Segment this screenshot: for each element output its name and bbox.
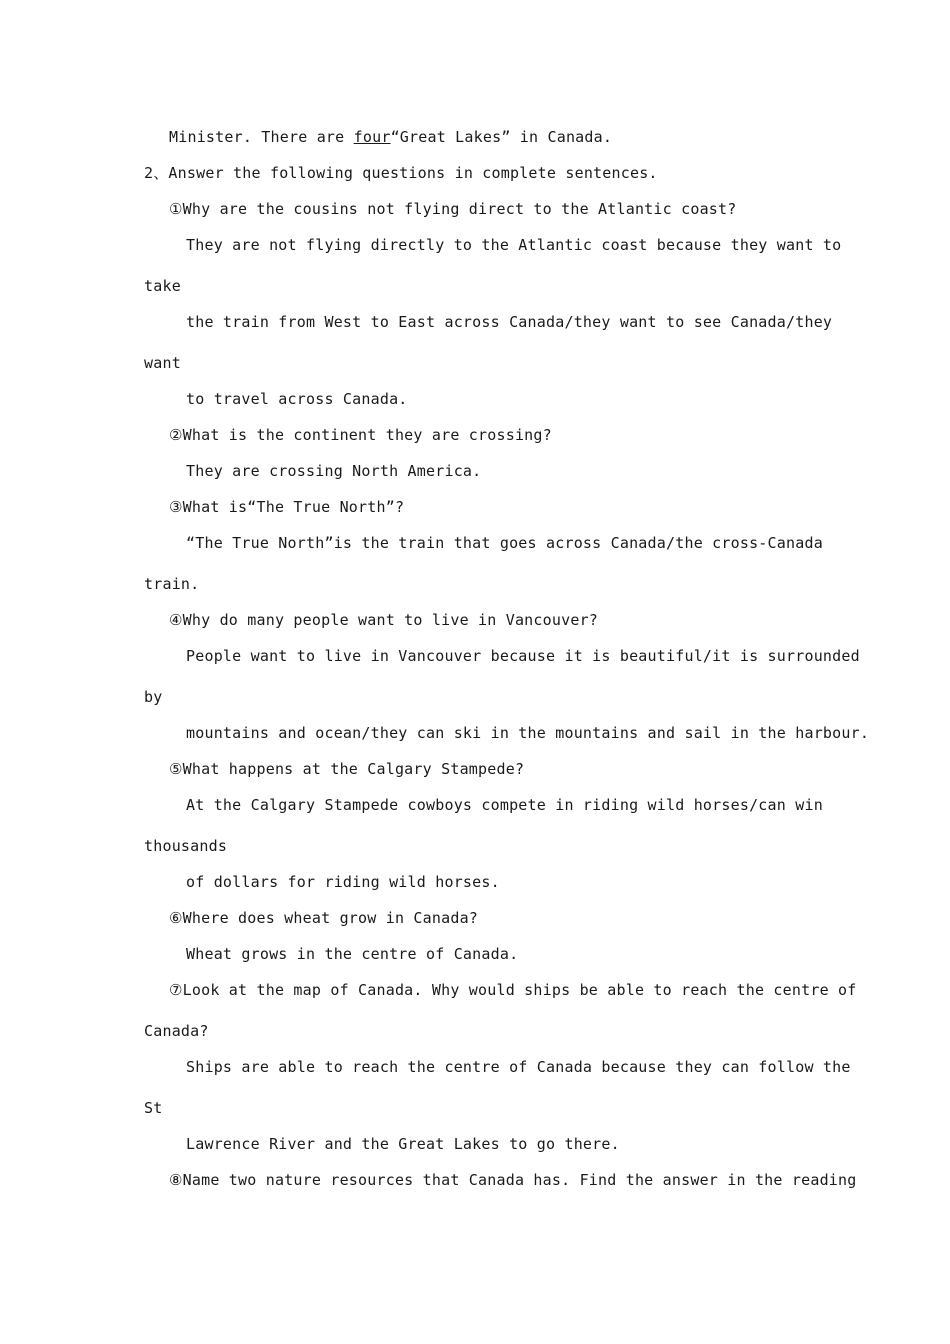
text-span: “Great Lakes” in Canada. bbox=[390, 128, 613, 146]
underlined-word: four bbox=[353, 128, 391, 146]
question-3: ③What is“The True North”? bbox=[169, 498, 405, 516]
answer-line: Wheat grows in the centre of Canada. bbox=[186, 945, 519, 963]
section-heading: 2、Answer the following questions in complete sentences. bbox=[144, 164, 658, 182]
answer-line: of dollars for riding wild horses. bbox=[186, 873, 500, 891]
answer-line: the train from West to East across Canada/they want to see Canada/they bbox=[186, 313, 833, 331]
question-5: ⑤What happens at the Calgary Stampede? bbox=[169, 760, 525, 778]
answer-line: Lawrence River and the Great Lakes to go there. bbox=[186, 1135, 620, 1153]
answer-line: thousands bbox=[144, 837, 228, 855]
answer-line: to travel across Canada. bbox=[186, 390, 408, 408]
answer-line: train. bbox=[144, 575, 200, 593]
answer-line: “The True North”is the train that goes across Canada/the cross-Canada bbox=[186, 534, 823, 552]
answer-line: At the Calgary Stampede cowboys compete in riding wild horses/can win bbox=[186, 796, 823, 814]
question-1: ①Why are the cousins not flying direct to the Atlantic coast? bbox=[169, 200, 737, 218]
answer-line: They are crossing North America. bbox=[186, 462, 482, 480]
answer-line: take bbox=[144, 277, 181, 295]
question-6: ⑥Where does wheat grow in Canada? bbox=[169, 909, 479, 927]
answer-line: mountains and ocean/they can ski in the mountains and sail in the harbour. bbox=[186, 724, 870, 742]
answer-line: by bbox=[144, 688, 163, 706]
question-line: Canada? bbox=[144, 1022, 209, 1040]
question-7: ⑦Look at the map of Canada. Why would ships be able to reach the centre of bbox=[169, 981, 857, 999]
answer-line: St bbox=[144, 1099, 163, 1117]
question-4: ④Why do many people want to live in Vancouver? bbox=[169, 611, 599, 629]
question-2: ②What is the continent they are crossing? bbox=[169, 426, 552, 444]
answer-line: want bbox=[144, 354, 181, 372]
text-line bbox=[169, 128, 612, 146]
question-8: ⑧Name two nature resources that Canada has. Find the answer in the reading bbox=[169, 1171, 857, 1189]
answer-line: Ships are able to reach the centre of Canada because they can follow the bbox=[186, 1058, 851, 1076]
text-span: Minister. There are bbox=[169, 128, 354, 146]
answer-line: People want to live in Vancouver because it is beautiful/it is surrounded bbox=[186, 647, 860, 665]
answer-line: They are not flying directly to the Atlantic coast because they want to bbox=[186, 236, 842, 254]
